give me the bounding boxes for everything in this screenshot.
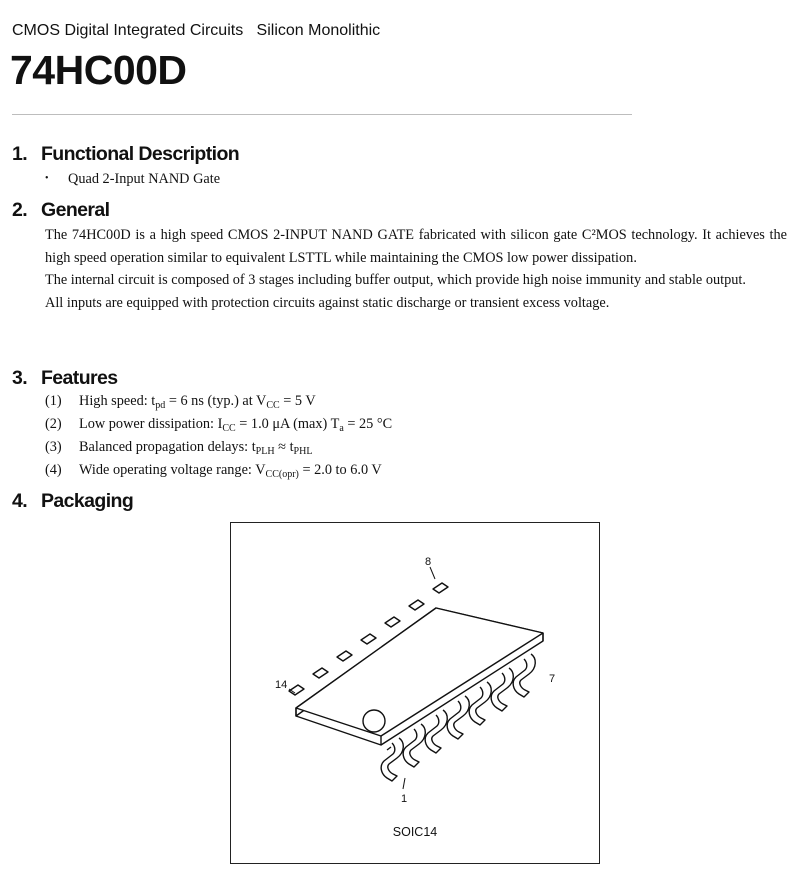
pin-8-label: 8 <box>425 556 432 568</box>
section-heading-features <box>12 367 118 390</box>
section-heading-functional <box>12 143 239 166</box>
pin-14-label: 14 <box>275 679 288 691</box>
subcategory-label: Silicon Monolithic <box>256 22 381 39</box>
general-paragraph-3: All inputs are equipped with protection circuits against static discharge or transient excess voltage. <box>45 294 610 311</box>
feature-item: (2) Low power dissipation: $I_{CC} = 1.0$ μA (max) $T_a = 25$ °C <box>45 416 393 434</box>
header-divider <box>12 114 632 115</box>
functional-bullet-item <box>45 171 220 188</box>
part-number-title: 74HC00D <box>10 47 187 93</box>
package-figure <box>230 522 600 864</box>
pin-1-label: 1 <box>401 793 408 805</box>
general-paragraph-1: The 74HC00D is a high speed CMOS 2-INPUT NAND GATE fabricated with silicon gate C²MOS technology. It achieves the high speed operation similar to equivalent LSTTL while maintaining the CMOS low power dissipation. <box>45 227 787 266</box>
feature-item: (1) High speed: $t_{pd} = 6$ ns (typ.) at $V_{CC} = 5$ V <box>45 393 316 411</box>
pin-7-label: 7 <box>549 673 556 685</box>
bullet-text: Quad 2-Input NAND Gate <box>68 171 221 187</box>
section-title: Features <box>41 367 118 389</box>
section-number: 1. <box>12 143 28 165</box>
soic14-package-drawing <box>231 523 598 862</box>
package-name-caption: SOIC14 <box>392 825 438 839</box>
general-paragraph-2: The internal circuit is composed of 3 stages including buffer output, which provide high noise immunity and stable output. <box>45 272 746 289</box>
bullet-dot-icon: • <box>45 173 49 184</box>
section-heading-packaging <box>12 490 133 513</box>
document-category <box>12 22 380 40</box>
category-label: CMOS Digital Integrated Circuits <box>12 22 244 39</box>
section-number: 3. <box>12 367 28 389</box>
section-title: Packaging <box>41 490 134 512</box>
section-title: Functional Description <box>41 143 240 165</box>
section-number: 2. <box>12 199 28 221</box>
section-number: 4. <box>12 490 28 512</box>
section-title: General <box>41 199 110 221</box>
feature-item: (4) Wide operating voltage range: $V_{CC(opr)} = 2.0$ to 6.0 V <box>45 462 382 480</box>
general-description <box>45 224 787 314</box>
section-heading-general <box>12 199 109 222</box>
feature-item: (3) Balanced propagation delays: $t_{PLH} \approx t_{PHL}$ <box>45 439 313 457</box>
